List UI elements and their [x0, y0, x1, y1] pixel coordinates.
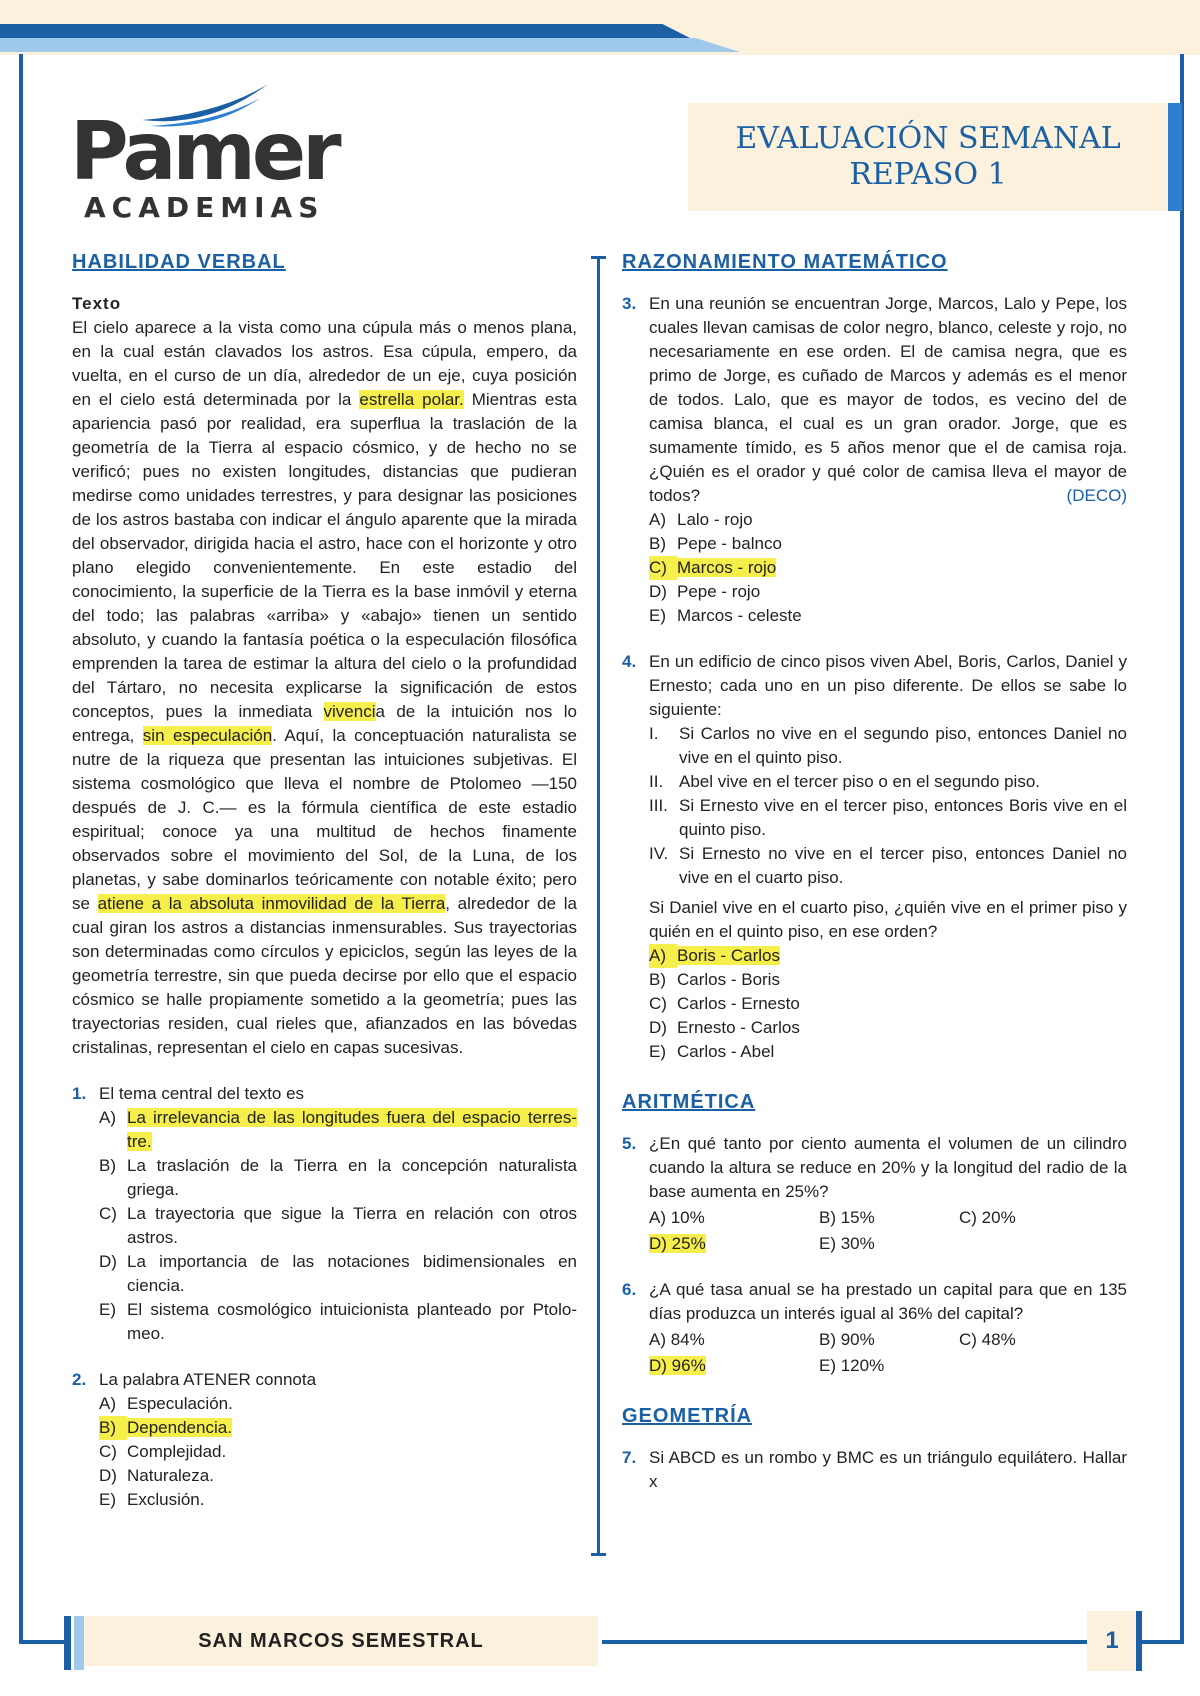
option-text: Complejidad.: [127, 1442, 227, 1461]
page-number-accent: [1136, 1611, 1142, 1671]
passage-text: El cielo aparece a la vista como una cúpula más o menos plana, en la cual están clavados los astros. Esa cúpula, empero, da vuelta, en el curso de un día, alrededor de un eje, cuya posición en el cielo está determinada por la: [72, 318, 577, 409]
question-text: Si ABCD es un rombo y BMC es un triángulo equilátero. Hallar x: [649, 1448, 1127, 1491]
option-letter: A): [649, 944, 677, 968]
answer-option[interactable]: [99, 1392, 577, 1416]
passage-text: . Aquí, la conceptuación naturalista se nutre de la riqueza que presentan las intuiciones subjetivas. El sistema cosmológico que lleva el nombre de Ptolomeo —150 después de J. C.— es la fórmula científica de este estadio espiritual; conoce ya una multitud de hechos finamente observados sobre el movimiento del Sol, de la Luna, de los planetas, y sabe dominarlos teóricamente con notable éxito; pero se: [72, 726, 577, 913]
question-text: Si Daniel vive en el cuarto piso, ¿quién vive en el primer piso y quién en el quinto piso, en ese orden?: [649, 898, 1127, 941]
answer-option[interactable]: [99, 1488, 577, 1512]
option-text: Pepe - rojo: [677, 582, 761, 601]
passage-text: Mientras esta apariencia pasó por realidad, era superflua la traslación de la geometría de la Tierra al espacio cósmico, y de hecho no se verificó; pues no existen longitudes, distancias que pudieran medirse como unidades terrestres, y para designar las posiciones de los astros bastaba con indicar el ángulo aparente que la mirada del observador, dirigida hacia el astro, hace con el horizonte y otro plano elegido convenientemente. En este estadio del conocimiento, la superficie de la Tierra es la base inmóvil y eterna del todo; las palabras «arriba» y «abajo» tienen un sentido absoluto, y cuando la fantasía poética o la especulación filosófica emprenden la tarea de estimar la altura del cielo o la profundidad del Tártaro, no necesita explicarse la significación de estos conceptos, pues la inmediata: [72, 390, 577, 721]
question-number: 7.: [622, 1448, 637, 1467]
question-3: [622, 292, 1127, 628]
roman-numeral: I.: [649, 724, 659, 743]
top-stripe-light: [0, 38, 740, 52]
reading-passage: [72, 316, 577, 1060]
answer-option[interactable]: [99, 1154, 577, 1202]
option-text: Especulación.: [127, 1394, 233, 1413]
option-letter: D): [99, 1466, 117, 1485]
footer-accent: [74, 1616, 84, 1670]
question-number: 3.: [622, 294, 637, 313]
question-source: (DECO): [1066, 486, 1127, 505]
condition-text: Si Carlos no vive en el segundo piso, entonces Daniel no vive en el quinto piso.: [679, 724, 1127, 767]
answer-option[interactable]: [649, 532, 1127, 556]
option-text: La importancia de las notaciones bidimensionales en ciencia.: [127, 1252, 577, 1295]
option-text: Carlos - Ernesto: [677, 994, 800, 1013]
question-text: ¿En qué tanto por ciento aumenta el volumen de un cilindro cuando la altura se reduce en 20% y la longitud del radio de la base aumenta en 25%?: [649, 1134, 1127, 1201]
brand-logo: Pamer: [70, 105, 338, 198]
section-heading: RAZONAMIENTO MATEMÁTICO: [622, 251, 948, 273]
option-text: Lalo - rojo: [677, 510, 753, 529]
frame-bottom-line: [19, 1640, 69, 1644]
answer-option[interactable]: [649, 944, 1127, 968]
answer-option[interactable]: C) 48%: [959, 1330, 1016, 1349]
option-letter: C): [99, 1204, 117, 1223]
question-number: 5.: [622, 1134, 637, 1153]
passage-text: a de la intuición nos lo entrega,: [72, 702, 577, 745]
option-letter: E): [99, 1300, 116, 1319]
answer-option[interactable]: B) 15%: [819, 1208, 875, 1227]
option-letter: D): [649, 1018, 667, 1037]
option-letter: C): [99, 1442, 117, 1461]
option-text-highlighted: Boris - Carlos: [677, 946, 780, 965]
option-letter: E): [649, 606, 666, 625]
condition-text: Abel vive en el tercer piso o en el segundo piso.: [679, 772, 1041, 791]
column-divider: [597, 256, 600, 1556]
option-letter: E): [99, 1490, 116, 1509]
question-text: La palabra ATENER connota: [99, 1370, 317, 1389]
answer-option[interactable]: C) 20%: [959, 1208, 1016, 1227]
option-letter: A): [99, 1108, 116, 1127]
option-letter: D): [649, 582, 667, 601]
option-text: La traslación de la Tierra en la concepción naturalista griega.: [127, 1156, 577, 1199]
answer-option[interactable]: [99, 1250, 577, 1298]
title-box: [688, 103, 1168, 211]
question-number: 6.: [622, 1280, 637, 1299]
answer-option[interactable]: [649, 968, 1127, 992]
question-6: [622, 1278, 1127, 1378]
roman-numeral: III.: [649, 796, 668, 815]
option-text: Ernesto - Carlos: [677, 1018, 800, 1037]
answer-option[interactable]: [99, 1464, 577, 1488]
option-text-highlighted: Marcos - rojo: [677, 558, 777, 577]
condition-item: [649, 722, 1127, 770]
footer-label: SAN MARCOS SEMESTRAL: [84, 1616, 598, 1666]
question-text: El tema central del texto es: [99, 1084, 305, 1103]
option-letter: D): [99, 1252, 117, 1271]
answer-option[interactable]: [649, 1016, 1127, 1040]
condition-item: [649, 770, 1127, 794]
answer-option[interactable]: [649, 580, 1127, 604]
answer-option-highlighted[interactable]: D) 96%: [649, 1356, 706, 1375]
question-number: 1.: [72, 1084, 87, 1103]
highlighted-text: vivenci: [323, 702, 376, 721]
passage-text: , alrededor de la cual giran los astros a distancias inmensurables. Sus trayectorias son determinadas como círculos y epiciclos, según las leyes de la geometría terrestre, sin que pueda decirse por ello que el espacio cósmico se halle propiamente sometido a la geometría; pues las trayectorias residen, cual rieles que, afianzados en las bóvedas cristalinas, representan el cielo en capas sucesivas.: [72, 894, 577, 1057]
highlighted-text: sin especulación: [142, 726, 273, 745]
option-letter: E): [649, 1042, 666, 1061]
answer-option[interactable]: [99, 1202, 577, 1250]
top-stripe-dark: [0, 24, 690, 38]
roman-numeral: II.: [649, 772, 664, 791]
title-tab: [1168, 103, 1182, 211]
highlighted-text: atiene a la absoluta inmovilidad de la Tierra: [97, 894, 446, 913]
answer-option[interactable]: [649, 992, 1127, 1016]
answer-option[interactable]: [99, 1106, 577, 1154]
frame-bottom-line: [602, 1640, 1087, 1644]
option-letter: C): [649, 994, 667, 1013]
answer-option[interactable]: [649, 556, 1127, 580]
answer-option[interactable]: A) 10%: [649, 1208, 705, 1227]
option-letter: B): [649, 534, 666, 553]
page-title: EVALUACIÓN SEMANAL: [735, 121, 1121, 156]
right-column: [622, 250, 1127, 1494]
option-letter: A): [99, 1394, 116, 1413]
answer-option[interactable]: E) 120%: [819, 1356, 885, 1375]
condition-text: Si Ernesto vive en el tercer piso, entonces Boris vive en el quinto piso.: [679, 796, 1127, 839]
answer-option[interactable]: [99, 1440, 577, 1464]
option-letter: C): [649, 556, 677, 580]
answer-option-highlighted[interactable]: D) 25%: [649, 1234, 706, 1253]
option-text-highlighted: La irrelevancia de las longitudes fuera del espacio terres-tre.: [127, 1108, 577, 1151]
option-text: Carlos - Abel: [677, 1042, 775, 1061]
question-text: En una reunión se encuentran Jorge, Marcos, Lalo y Pepe, los cuales llevan camisas de color negro, blanco, celeste y rojo, no necesariamente en ese orden. El de camisa negra, que es primo de Jorge, es cuñado de Marcos y además es el menor de todos. Lalo, que es mayor de todos, es vecino del de camisa blanca, el cual es un gran orador. Jorge, que es sumamente tímido, es 5 años menor que el de camisa roja. ¿Quién es el orador y qué color de camisa lleva el mayor de todos?: [649, 294, 1127, 505]
question-5: [622, 1132, 1127, 1256]
answer-option[interactable]: [99, 1416, 577, 1440]
answer-option[interactable]: [99, 1298, 577, 1346]
text-title: Texto: [72, 294, 122, 313]
brand-subtitle: ACADEMIAS: [84, 191, 325, 224]
option-text: El sistema cosmológico intuicionista planteado por Ptolo-meo.: [127, 1300, 577, 1343]
option-text-highlighted: Dependencia.: [127, 1418, 232, 1437]
page-subtitle: REPASO 1: [849, 157, 1007, 192]
frame-right-line: [1180, 54, 1184, 1642]
question-number: 4.: [622, 652, 637, 671]
option-letter: B): [99, 1416, 127, 1440]
option-letter: A): [649, 510, 666, 529]
frame-left-line: [19, 54, 23, 1642]
answer-option[interactable]: A) 84%: [649, 1330, 705, 1349]
condition-item: [649, 794, 1127, 842]
column-divider-cap: [591, 256, 606, 259]
question-number: 2.: [72, 1370, 87, 1389]
section-heading: HABILIDAD VERBAL: [72, 251, 286, 273]
question-2: [72, 1368, 577, 1512]
question-text: En un edificio de cinco pisos viven Abel, Boris, Carlos, Daniel y Ernesto; cada uno en un piso diferente. De ellos se sabe lo siguiente:: [649, 652, 1127, 719]
answer-option[interactable]: E) 30%: [819, 1234, 875, 1253]
option-text: Naturaleza.: [127, 1466, 214, 1485]
footer-accent: [64, 1616, 71, 1670]
option-text: Carlos - Boris: [677, 970, 780, 989]
question-7: [622, 1446, 1127, 1494]
condition-text: Si Ernesto no vive en el tercer piso, entonces Daniel no vive en el cuarto piso.: [679, 844, 1127, 887]
roman-numeral: IV.: [649, 844, 669, 863]
answer-option[interactable]: [649, 508, 1127, 532]
question-text: ¿A qué tasa anual se ha prestado un capital para que en 135 días produzca un interés igual al 36% del capital?: [649, 1280, 1127, 1323]
option-letter: B): [99, 1156, 116, 1175]
left-column: [72, 250, 577, 1512]
section-heading: GEOMETRÍA: [622, 1405, 753, 1427]
column-divider-cap: [591, 1553, 606, 1556]
option-letter: B): [649, 970, 666, 989]
page-number: 1: [1087, 1611, 1137, 1671]
question-1: [72, 1082, 577, 1346]
option-text: La trayectoria que sigue la Tierra en relación con otros astros.: [127, 1204, 577, 1247]
option-text: Pepe - balnco: [677, 534, 782, 553]
highlighted-text: estrella polar.: [359, 390, 464, 409]
option-text: Marcos - celeste: [677, 606, 802, 625]
answer-option[interactable]: [649, 1040, 1127, 1064]
answer-option[interactable]: B) 90%: [819, 1330, 875, 1349]
frame-bottom-line: [1136, 1640, 1184, 1644]
question-4: [622, 650, 1127, 1064]
option-text: Exclusión.: [127, 1490, 205, 1509]
section-heading: ARITMÉTICA: [622, 1091, 756, 1113]
condition-item: [649, 842, 1127, 890]
answer-option[interactable]: [649, 604, 1127, 628]
